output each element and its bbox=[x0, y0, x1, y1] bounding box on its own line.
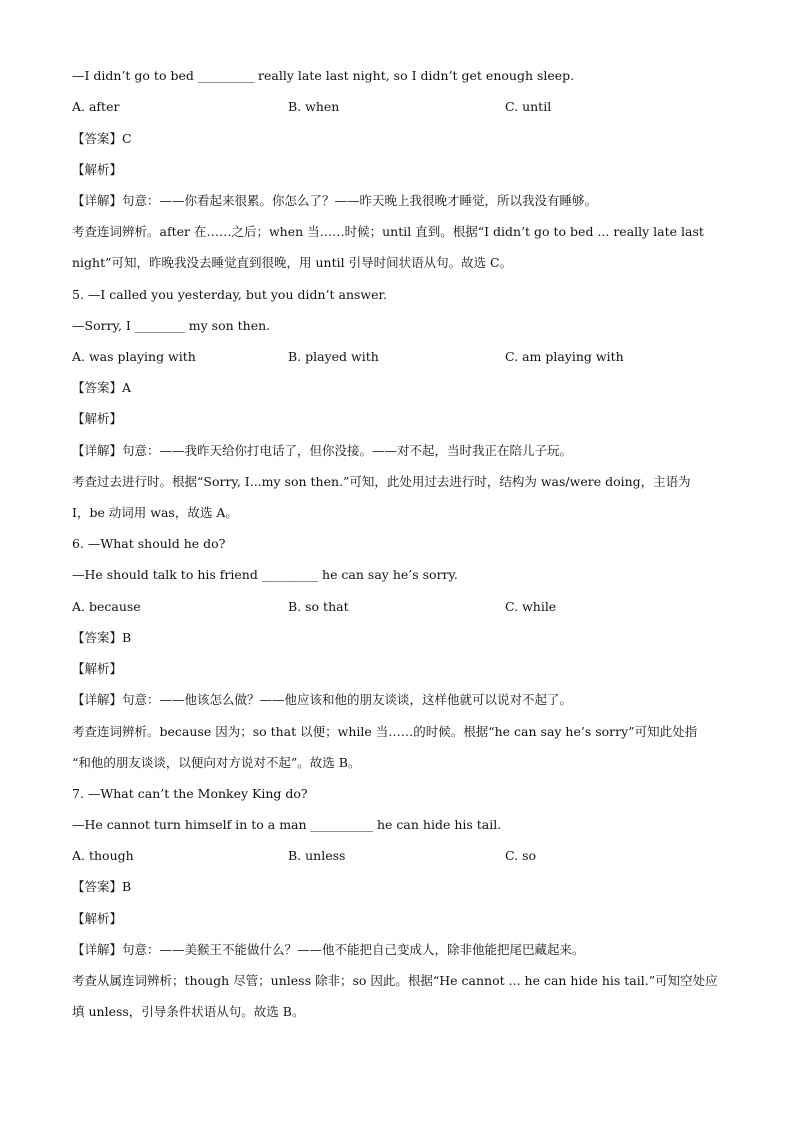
question-stem: 6. —What should he do? bbox=[72, 536, 226, 551]
option-c: C. so bbox=[505, 848, 537, 863]
option-a: A. after bbox=[72, 99, 120, 114]
options-row bbox=[72, 346, 722, 368]
answer-line: 【答案】B bbox=[72, 630, 132, 645]
answer-line: 【答案】A bbox=[72, 380, 132, 395]
option-c: C. while bbox=[505, 599, 557, 614]
analysis-heading: 【解析】 bbox=[72, 162, 123, 177]
explanation-line: 填 unless，引导条件状语从句。故选 B。 bbox=[72, 1004, 305, 1019]
explanation-line: 考查过去进行时。根据“Sorry, I...my son then.”可知，此处用过去进行时，结构为 was/were doing，主语为 bbox=[72, 474, 691, 489]
analysis-heading: 【解析】 bbox=[72, 911, 123, 926]
detail-line: 【详解】句意：——他该怎么做？——他应该和他的朋友谈谈，这样他就可以说对不起了。 bbox=[72, 692, 573, 707]
option-a: A. was playing with bbox=[72, 349, 196, 364]
answer-line: 【答案】C bbox=[72, 131, 132, 146]
explanation-line: “和他的朋友谈谈，以便向对方说对不起”。故选 B。 bbox=[72, 755, 361, 770]
option-a: A. though bbox=[72, 848, 134, 863]
question-line: —He cannot turn himself in to a man __________ he can hide his tail. bbox=[72, 817, 502, 832]
explanation-line: night”可知，昨晚我没去睡觉直到很晚，用 until 引导时间状语从句。故选 C。 bbox=[72, 255, 513, 270]
question-stem: 7. —What can’t the Monkey King do? bbox=[72, 786, 308, 801]
option-b: B. played with bbox=[288, 349, 379, 364]
option-c: C. until bbox=[505, 99, 552, 114]
question-line: —Sorry, I ________ my son then. bbox=[72, 318, 271, 333]
answer-line: 【答案】B bbox=[72, 879, 132, 894]
option-b: B. when bbox=[288, 99, 340, 114]
question-line: —He should talk to his friend _________ he can say he’s sorry. bbox=[72, 567, 458, 582]
detail-line: 【详解】句意：——美猴王不能做什么？——他不能把自己变成人，除非他能把尾巴藏起来。 bbox=[72, 942, 585, 957]
options-row bbox=[72, 96, 722, 118]
explanation-line: 考查连词辨析。because 因为；so that 以便；while 当……的时候。根据“he can say he’s sorry”可知此处指 bbox=[72, 724, 698, 739]
option-b: B. so that bbox=[288, 599, 349, 614]
detail-line: 【详解】句意：——我昨天给你打电话了，但你没接。——对不起，当时我正在陪儿子玩。 bbox=[72, 443, 573, 458]
analysis-heading: 【解析】 bbox=[72, 411, 123, 426]
question-line: —I didn’t go to bed _________ really late last night, so I didn’t get enough sleep. bbox=[72, 68, 575, 83]
options-row bbox=[72, 845, 722, 867]
explanation-line: I，be 动词用 was，故选 A。 bbox=[72, 505, 238, 520]
analysis-heading: 【解析】 bbox=[72, 661, 123, 676]
detail-line: 【详解】句意：——你看起来很累。你怎么了？——昨天晚上我很晚才睡觉，所以我没有睡够。 bbox=[72, 193, 598, 208]
options-row bbox=[72, 596, 722, 618]
question-stem: 5. —I called you yesterday, but you didn’t answer. bbox=[72, 287, 388, 302]
explanation-line: 考查从属连词辨析；though 尽管；unless 除非；so 因此。根据“He cannot ... he can hide his tail.”可知空处应 bbox=[72, 973, 718, 988]
explanation-line: 考查连词辨析。after 在……之后；when 当……时候；until 直到。根据“I didn’t go to bed ... really late last bbox=[72, 224, 704, 239]
option-a: A. because bbox=[72, 599, 141, 614]
option-b: B. unless bbox=[288, 848, 346, 863]
option-c: C. am playing with bbox=[505, 349, 624, 364]
